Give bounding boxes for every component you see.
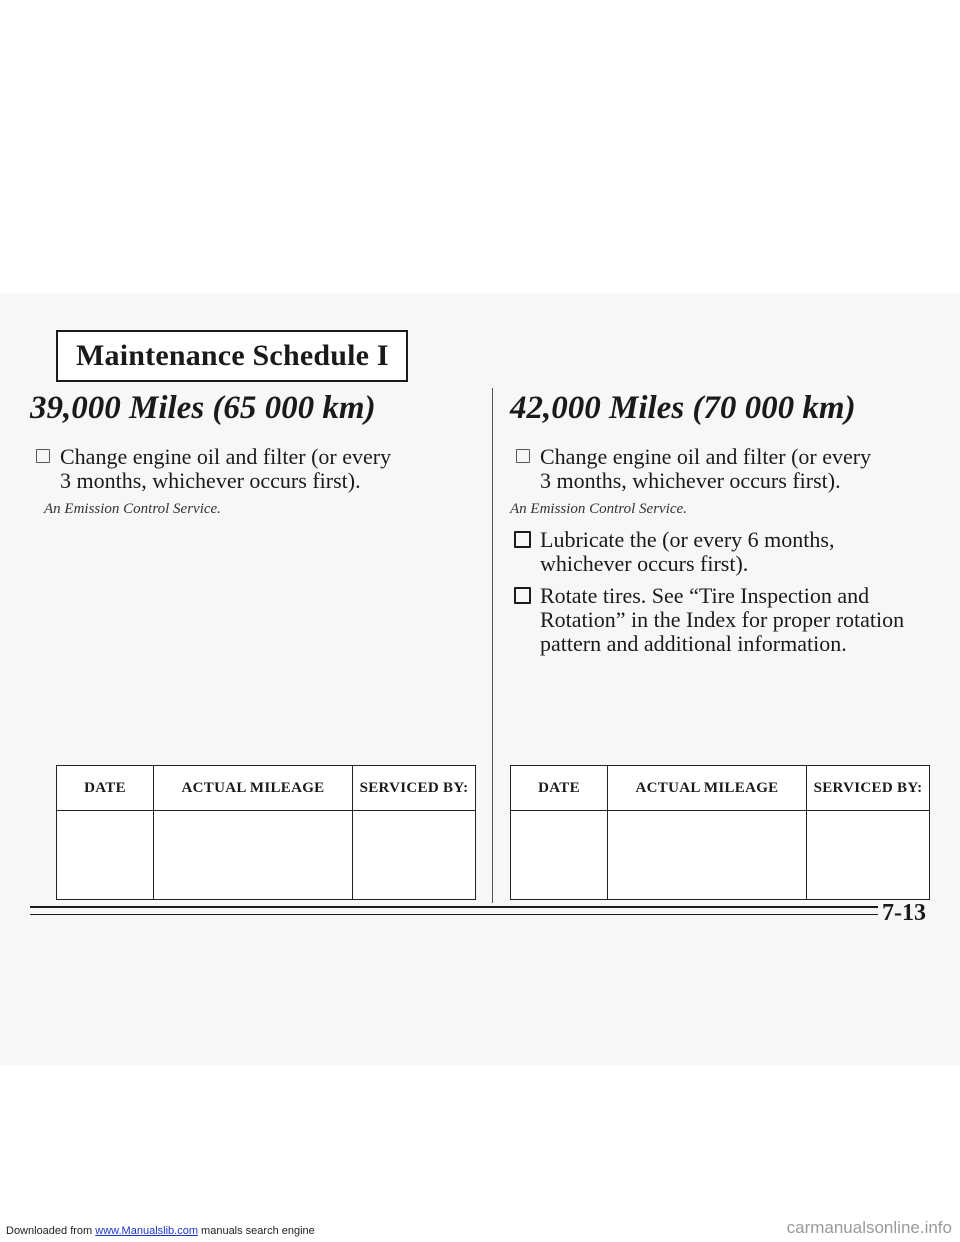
serviced-by-header: SERVICED BY: — [807, 766, 930, 811]
table-header-row — [511, 766, 930, 811]
watermark-logo: carmanualsonline.info — [786, 1218, 952, 1237]
right-service-record-table — [510, 765, 930, 900]
page-number: 7-13 — [882, 900, 926, 926]
actual-mileage-cell[interactable] — [154, 811, 353, 900]
item-line: 3 months, whichever occurs first). — [60, 468, 361, 493]
column-divider — [492, 388, 493, 903]
section-title: Maintenance Schedule I — [56, 330, 408, 382]
checkbox-icon[interactable] — [516, 449, 530, 463]
date-cell[interactable] — [511, 811, 608, 900]
item-line: whichever occurs first). — [540, 551, 749, 576]
actual-mileage-header: ACTUAL MILEAGE — [608, 766, 807, 811]
item-line: Change engine oil and filter (or every — [60, 444, 392, 469]
download-footer — [6, 1225, 315, 1237]
right-mileage-heading: 42,000 Miles (70 000 km) — [510, 390, 856, 426]
item-line: pattern and additional information. — [540, 631, 847, 656]
checkbox-icon[interactable] — [514, 531, 531, 548]
item-line: Lubricate the (or every 6 months, — [540, 527, 835, 552]
date-header: DATE — [57, 766, 154, 811]
date-cell[interactable] — [57, 811, 154, 900]
footer-prefix: Downloaded from — [6, 1225, 93, 1237]
item-line: Rotation” in the Index for proper rotation — [540, 607, 905, 632]
manualslib-link[interactable]: www.Manualslib.com — [95, 1225, 198, 1237]
left-column — [30, 390, 480, 528]
item-line: Rotate tires. See “Tire Inspection and — [540, 583, 870, 608]
item-line: Change engine oil and filter (or every — [540, 444, 872, 469]
checkbox-icon[interactable] — [36, 449, 50, 463]
footer-suffix: manuals search engine — [201, 1225, 315, 1237]
serviced-by-cell[interactable] — [353, 811, 476, 900]
left-item-oil-change — [30, 445, 480, 493]
table-header-row — [57, 766, 476, 811]
left-service-record-table — [56, 765, 476, 900]
actual-mileage-header: ACTUAL MILEAGE — [154, 766, 353, 811]
right-column — [510, 390, 940, 664]
footer-rule-bottom — [30, 914, 878, 915]
serviced-by-cell[interactable] — [807, 811, 930, 900]
footer-rule-top — [30, 906, 878, 908]
right-item-lubricate — [510, 528, 940, 576]
actual-mileage-cell[interactable] — [608, 811, 807, 900]
right-item-rotate-tires — [510, 584, 940, 656]
checkbox-icon[interactable] — [514, 587, 531, 604]
item-line: 3 months, whichever occurs first). — [540, 468, 841, 493]
date-header: DATE — [511, 766, 608, 811]
left-emission-note: An Emission Control Service. — [44, 501, 221, 517]
right-emission-note: An Emission Control Service. — [510, 501, 687, 517]
table-row — [511, 811, 930, 900]
right-item-oil-change — [510, 445, 940, 493]
serviced-by-header: SERVICED BY: — [353, 766, 476, 811]
table-row — [57, 811, 476, 900]
left-mileage-heading: 39,000 Miles (65 000 km) — [30, 390, 376, 426]
